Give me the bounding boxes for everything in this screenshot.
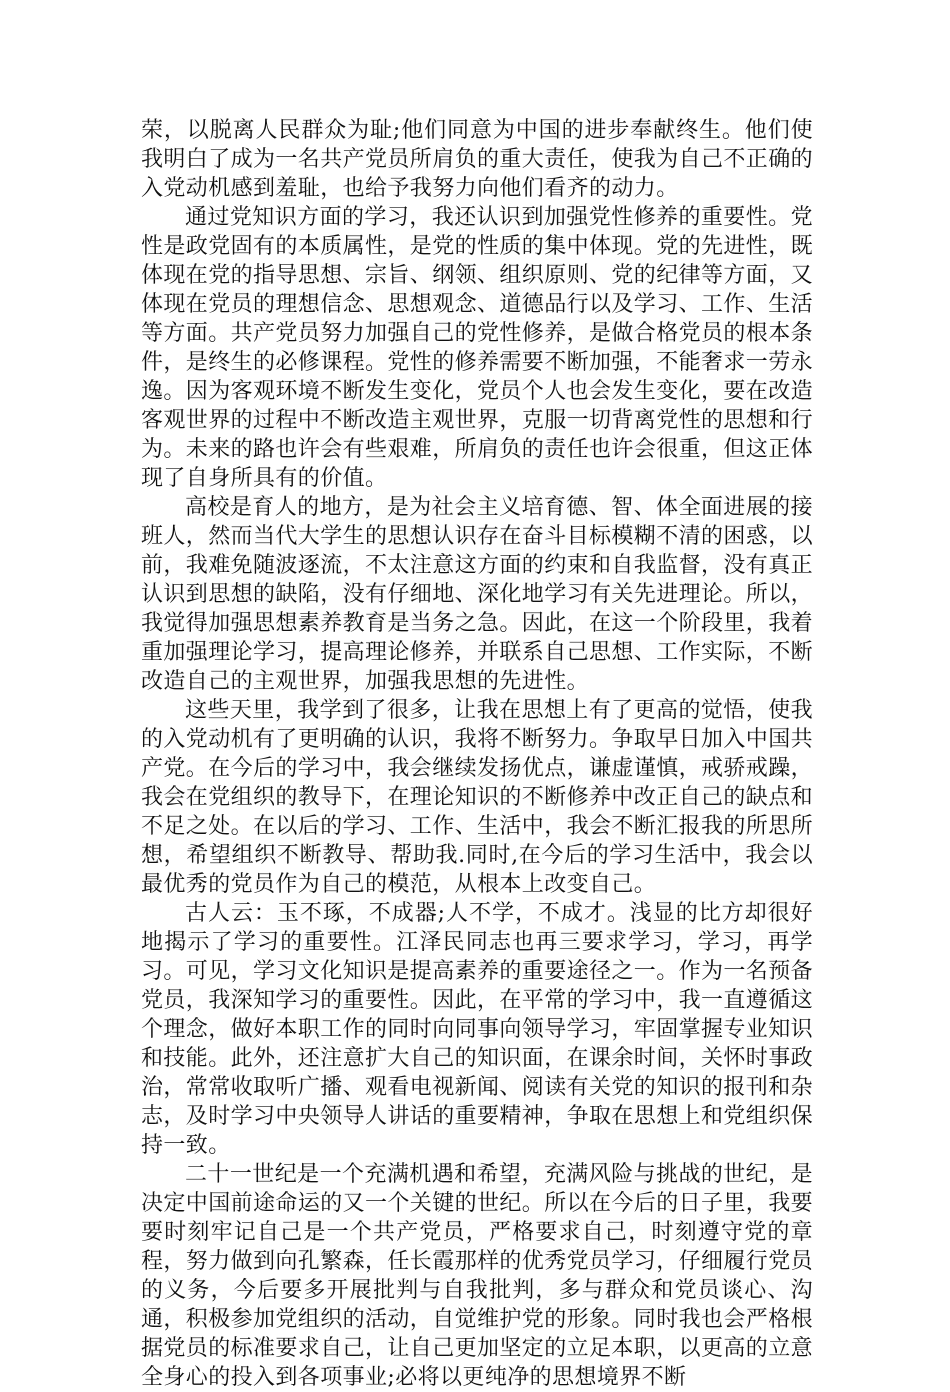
document-body — [141, 116, 813, 1392]
paragraph-3: 高校是育人的地方，是为社会主义培育德、智、体全面进展的接班人，然而当代大学生的思想认识存在奋斗目标模糊不清的困惑，以前，我难免随波逐流，不太注意这方面的约束和自我监督，没有真正认识到思想的缺陷，没有仔细地、深化地学习有关先进理论。所以，我觉得加强思想素养教育是当务之急。因此，在这一个阶段里，我着重加强理论学习，提高理论修养，并联系自己思想、工作实际，不断改造自己的主观世界，加强我思想的先进性。 — [141, 495, 814, 694]
paragraph-6: 二十一世纪是一个充满机遇和希望，充满风险与挑战的世纪，是决定中国前途命运的又一个关键的世纪。所以在今后的日子里，我要要时刻牢记自己是一个共产党员，严格要求自己，时刻遵守党的章程，努力做到向孔繁森，任长霞那样的优秀党员学习，仔细履行党员的义务，今后要多开展批判与自我批判，多与群众和党员谈心、沟通，积极参加党组织的活动，自觉维护党的形象。同时我也会严格根据党员的标准要求自己，让自己更加坚定的立足本职，以更高的立意全身心的投入到各项事业;必将以更纯净的思想境界不断 — [141, 1162, 814, 1390]
paragraph-5: 古人云：玉不琢，不成器;人不学，不成才。浅显的比方却很好地揭示了学习的重要性。江泽民同志也再三要求学习，学习，再学习。可见，学习文化知识是提高素养的重要途径之一。作为一名预备党员，我深知学习的重要性。因此，在平常的学习中，我一直遵循这个理念，做好本职工作的同时向同事向领导学习，牢固掌握专业知识和技能。此外，还注意扩大自己的知识面，在课余时间，关怀时事政治，常常收取听广播、观看电视新闻、阅读有关党的知识的报刊和杂志，及时学习中央领导人讲话的重要精神，争取在思想上和党组织保持一致。 — [141, 901, 814, 1158]
paragraph-4: 这些天里，我学到了很多，让我在思想上有了更高的觉悟，使我的入党动机有了更明确的认识，我将不断努力。争取早日加入中国共产党。在今后的学习中，我会继续发扬优点，谦虚谨慎，戒骄戒躁，我会在党组织的教导下，在理论知识的不断修养中改正自己的缺点和不足之处。在以后的学习、工作、生活中，我会不断汇报我的所思所想，希望组织不断教导、帮助我.同时,在今后的学习生活中，我会以最优秀的党员作为自己的模范，从根本上改变自己。 — [141, 698, 814, 897]
paragraph-2: 通过党知识方面的学习，我还认识到加强党性修养的重要性。党性是政党固有的本质属性，是党的性质的集中体现。党的先进性，既体现在党的指导思想、宗旨、纲领、组织原则、党的纪律等方面，又体现在党员的理想信念、思想观念、道德品行以及学习、工作、生活等方面。共产党员努力加强自己的党性修养，是做合格党员的根本条件，是终生的必修课程。党性的修养需要不断加强，不能奢求一劳永逸。因为客观环境不断发生变化，党员个人也会发生变化，要在改造客观世界的过程中不断改造主观世界，克服一切背离党性的思想和行为。未来的路也许会有些艰难，所肩负的责任也许会很重，但这正体现了自身所具有的价值。 — [141, 205, 814, 491]
paragraph-1: 荣，以脱离人民群众为耻;他们同意为中国的进步奉献终生。他们使我明白了成为一名共产党员所肩负的重大责任，使我为自己不正确的入党动机感到羞耻，也给予我努力向他们看齐的动力。 — [141, 118, 814, 201]
